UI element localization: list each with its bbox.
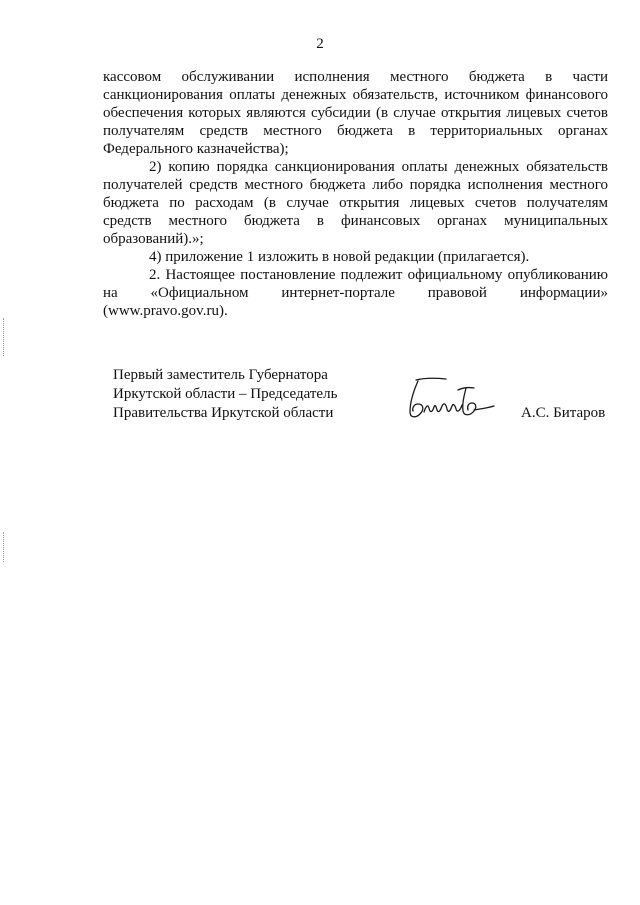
paragraph xyxy=(103,266,608,320)
text-line: санкционирования оплаты денежных обязательств, источником финансового xyxy=(103,87,608,103)
text-line: (www.pravo.gov.ru). xyxy=(103,303,228,319)
text-line: Федерального казначейства); xyxy=(103,141,289,157)
scan-margin-artifact xyxy=(3,318,6,356)
scan-margin-artifact xyxy=(3,532,6,562)
paragraph xyxy=(103,68,608,158)
position-line: Первый заместитель Губернатора xyxy=(113,367,328,383)
position-line: Иркутской области – Председатель xyxy=(113,386,338,402)
text-line: средств местного бюджета в финансовых органах муниципальных xyxy=(103,213,608,229)
text-line: образований).»; xyxy=(103,231,204,247)
text-line: на «Официальном интернет-портале правовой информации» xyxy=(103,285,608,301)
page-number: 2 xyxy=(316,36,324,52)
text-line: 2. Настоящее постановление подлежит официальному опубликованию xyxy=(149,267,608,283)
text-line: 2) копию порядка санкционирования оплаты денежных обязательств xyxy=(149,159,608,175)
text-line: получателей средств местного бюджета либо порядка исполнения местного xyxy=(103,177,608,193)
text-line: кассовом обслуживании исполнения местного бюджета в части xyxy=(103,69,608,85)
signatory-name: А.С. Битаров xyxy=(521,405,606,421)
text-line: 4) приложение 1 изложить в новой редакции (прилагается). xyxy=(149,249,530,265)
text-line: бюджета по расходам (в случае открытия лицевых счетов получателям xyxy=(103,195,608,211)
paragraph xyxy=(103,158,608,248)
position-line: Правительства Иркутской области xyxy=(113,405,334,421)
signatory-position xyxy=(113,366,337,423)
text-line: получателям средств местного бюджета в территориальных органах xyxy=(103,123,608,139)
document-body xyxy=(103,68,608,320)
handwritten-signature xyxy=(402,376,498,422)
text-line: обеспечения которых являются субсидии (в случае открытия лицевых счетов xyxy=(103,105,608,121)
paragraph xyxy=(103,248,608,266)
